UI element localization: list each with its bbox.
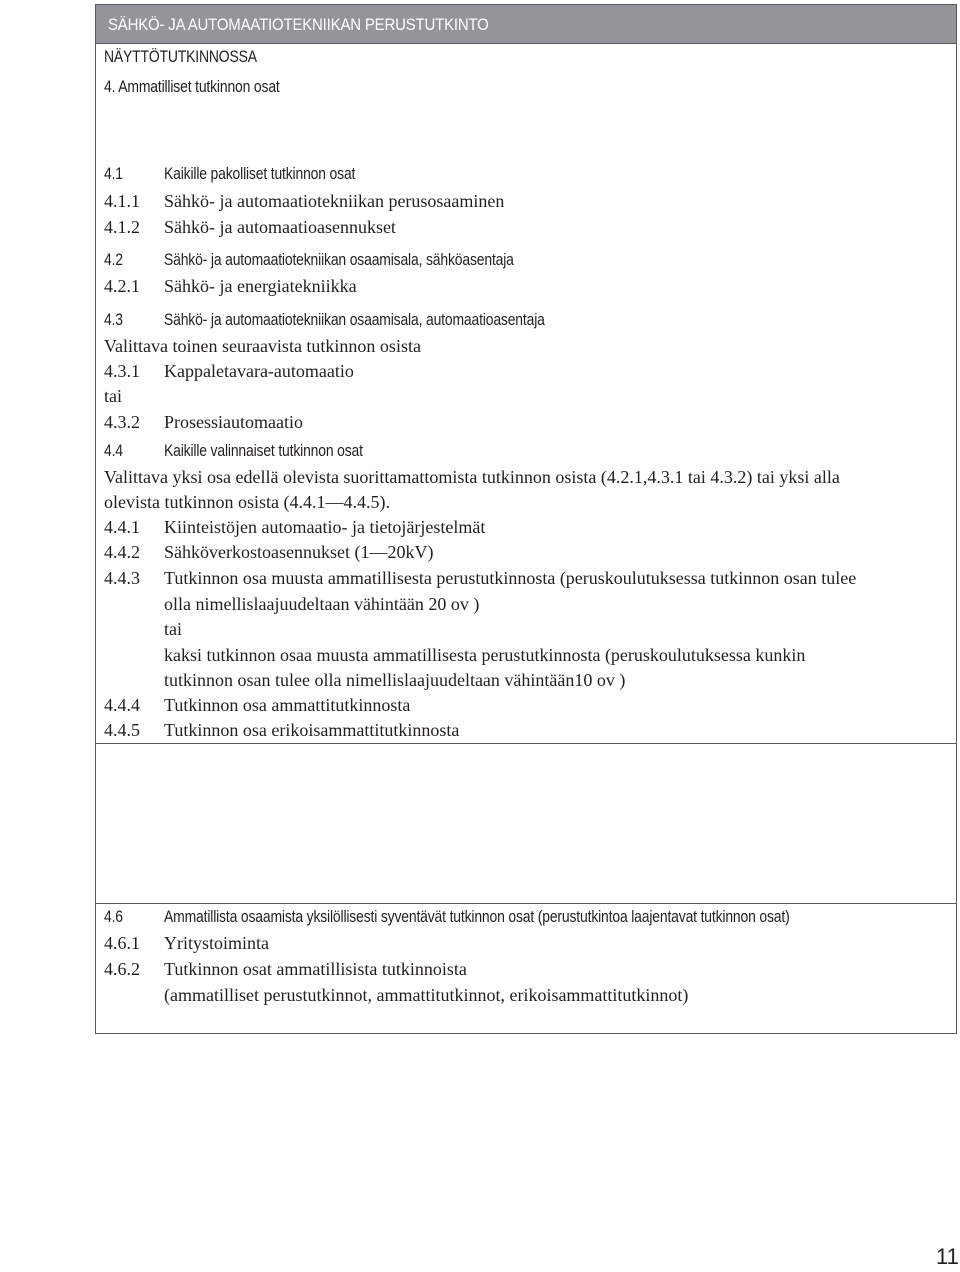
or-separator: tai <box>104 386 122 406</box>
item-text: kaksi tutkinnon osaa muusta ammatillisesta perustutkinnosta (peruskoulutuksessa kunkin <box>164 645 806 665</box>
item-number: 4.3.2 <box>104 412 140 432</box>
item-heading: Kaikille pakolliset tutkinnon osat <box>164 164 356 183</box>
content-box-main <box>95 44 957 744</box>
item-number: 4.4.4 <box>104 695 140 715</box>
item-text: Yritystoiminta <box>164 933 269 953</box>
item-text: Kiinteistöjen automaatio- ja tietojärjestelmät <box>164 517 486 537</box>
item-number: 4.1 <box>104 164 123 183</box>
item-note: Valittava toinen seuraavista tutkinnon osista <box>104 336 421 356</box>
item-text: Sähkö- ja automaatiotekniikan perusosaaminen <box>164 191 505 211</box>
item-text: Sähkö- ja automaatioasennukset <box>164 217 396 237</box>
item-number: 4.2 <box>104 250 123 269</box>
item-number: 4.1.2 <box>104 217 140 237</box>
header-bar <box>95 4 957 44</box>
subtitle: NÄYTTÖTUTKINNOSSA <box>104 47 257 66</box>
item-heading: Kaikille valinnaiset tutkinnon osat <box>164 441 363 460</box>
item-text: Sähkö- ja energiatekniikka <box>164 276 357 296</box>
or-separator: tai <box>164 619 182 639</box>
item-heading: Sähkö- ja automaatiotekniikan osaamisala, sähköasentaja <box>164 250 514 269</box>
item-number: 4.4 <box>104 441 123 460</box>
item-number: 4.3 <box>104 310 123 329</box>
item-number: 4.4.1 <box>104 517 140 537</box>
section-heading: 4. Ammatilliset tutkinnon osat <box>104 77 280 96</box>
item-number: 4.6.1 <box>104 933 140 953</box>
item-text: Tutkinnon osa muusta ammatillisesta perustutkinnosta (peruskoulutuksessa tutkinnon osan tulee <box>164 568 857 588</box>
item-text: Tutkinnon osat ammatillisista tutkinnoista <box>164 959 467 979</box>
item-text: Prosessiautomaatio <box>164 412 303 432</box>
item-text: Tutkinnon osa erikoisammattitutkinnosta <box>164 720 460 740</box>
page-number: 11 <box>936 1244 959 1269</box>
item-number: 4.2.1 <box>104 276 140 296</box>
item-number: 4.1.1 <box>104 191 140 211</box>
document-title: SÄHKÖ- JA AUTOMAATIOTEKNIIKAN PERUSTUTKINTO <box>108 15 489 34</box>
item-number: 4.6 <box>104 907 123 926</box>
content-box-empty <box>95 743 957 904</box>
item-text: olla nimellislaajuudeltaan vähintään 20 ov ) <box>164 594 480 614</box>
item-note: Valittava yksi osa edellä olevista suorittamattomista tutkinnon osista (4.2.1,4.3.1 tai 4.3.2) tai yksi alla <box>104 467 840 487</box>
item-number: 4.6.2 <box>104 959 140 979</box>
item-text: Kappaletavara-automaatio <box>164 361 354 381</box>
item-number: 4.4.3 <box>104 568 140 588</box>
item-text: (ammatilliset perustutkinnot, ammattitutkinnot, erikoisammattitutkinnot) <box>164 985 689 1005</box>
item-note: olevista tutkinnon osista (4.4.1—4.4.5). <box>104 492 390 512</box>
item-heading: Sähkö- ja automaatiotekniikan osaamisala, automaatioasentaja <box>164 310 545 329</box>
item-number: 4.4.2 <box>104 542 140 562</box>
item-number: 4.4.5 <box>104 720 140 740</box>
item-text: Tutkinnon osa ammattitutkinnosta <box>164 695 411 715</box>
item-text: Sähköverkostoasennukset (1—20kV) <box>164 542 434 562</box>
item-text: tutkinnon osan tulee olla nimellislaajuudeltaan vähintään10 ov ) <box>164 670 626 690</box>
item-heading: Ammatillista osaamista yksilöllisesti syventävät tutkinnon osat (perustutkintoa laajentavat tutkinnon osat) <box>164 907 790 926</box>
item-number: 4.3.1 <box>104 361 140 381</box>
